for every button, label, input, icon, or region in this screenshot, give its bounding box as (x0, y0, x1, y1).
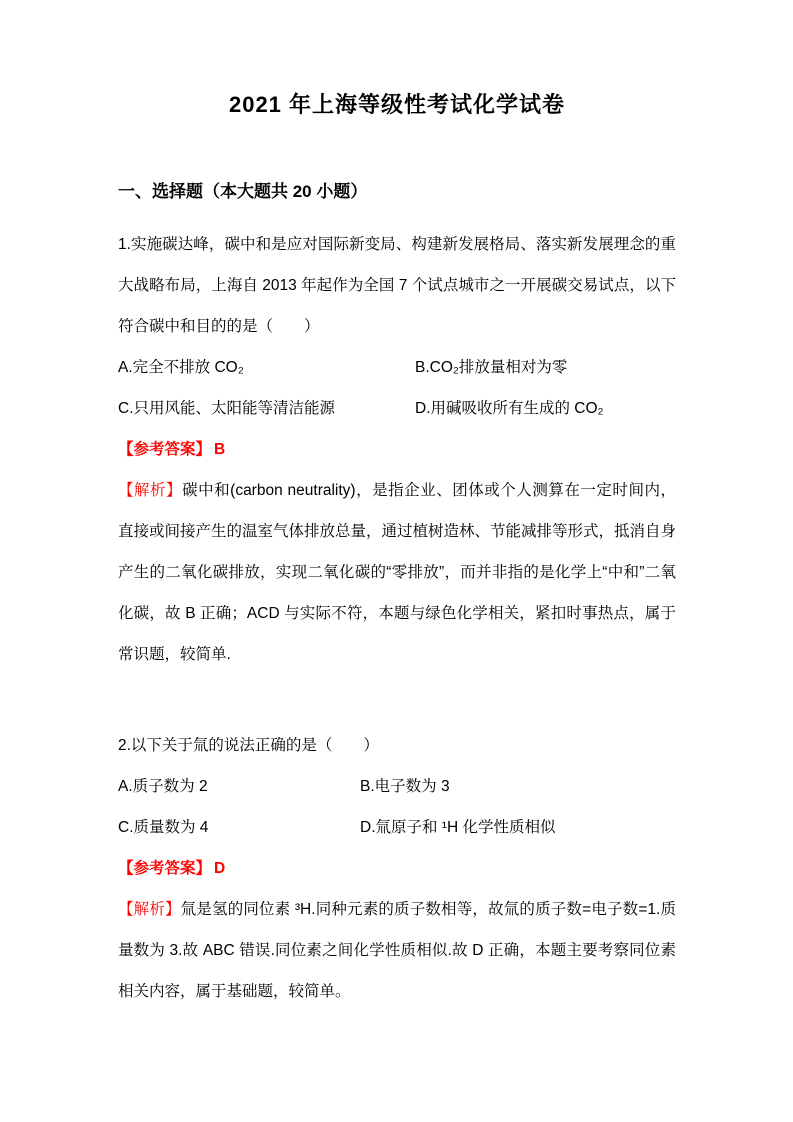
analysis-text: 碳中和(carbon neutrality)，是指企业、团体或个人测算在一定时间内，直接或间接产生的温室气体排放总量，通过植树造林、节能减排等形式，抵消自身产生的二氧化碳排放，实现二氧化碳的“零排放”，而并非指的是化学上“中和”二氧化碳，故 B 正确；ACD 与实际不符，本题与绿色化学相关，紧扣时事热点，属于常识题，较简单. (118, 482, 677, 663)
analysis-label: 【解析】 (118, 482, 183, 499)
answer-value: D (214, 860, 226, 877)
analysis-label: 【解析】 (118, 901, 181, 918)
option-b: B.电子数为 3 (360, 778, 450, 795)
option-a: A.质子数为 2 (118, 778, 208, 795)
analysis-text: 氚是氢的同位素 ³H.同种元素的质子数相等，故氚的质子数=电子数=1.质量数为 3.故 ABC 错误.同位素之间化学性质相似.故 D 正确，本题主要考察同位素相关内容，属于基础题，较简单。 (118, 901, 676, 1000)
answer-label: 【参考答案】 (118, 441, 212, 458)
question-2 (118, 725, 676, 1012)
question-1-stem: 1.实施碳达峰，碳中和是应对国际新变局、构建新发展格局、落实新发展理念的重大战略布局，上海自 2013 年起作为全国 7 个试点城市之一开展碳交易试点，以下符合碳中和目的的是（ ） (118, 236, 676, 335)
question-1 (118, 224, 676, 675)
option-a: A.完全不排放 CO₂ (118, 359, 244, 376)
question-2-options (118, 766, 676, 848)
option-b: B.CO₂排放量相对为零 (415, 359, 568, 376)
question-2-stem: 2.以下关于氚的说法正确的是（ ） (118, 737, 379, 754)
option-c: C.质量数为 4 (118, 819, 209, 836)
answer-label: 【参考答案】 (118, 860, 212, 877)
section-heading: 一、选择题（本大题共 20 小题） (118, 182, 368, 201)
question-1-answer-line (118, 429, 676, 470)
page-title: 2021 年上海等级性考试化学试卷 (228, 92, 566, 117)
option-d: D.氚原子和 ¹H 化学性质相似 (360, 819, 556, 836)
question-1-options (118, 347, 676, 429)
option-d: D.用碱吸收所有生成的 CO₂ (415, 400, 604, 417)
question-2-analysis (118, 889, 676, 1012)
option-c: C.只用风能、太阳能等清洁能源 (118, 400, 336, 417)
answer-value: B (214, 441, 226, 458)
question-2-answer-line (118, 848, 676, 889)
question-1-analysis (118, 470, 676, 675)
